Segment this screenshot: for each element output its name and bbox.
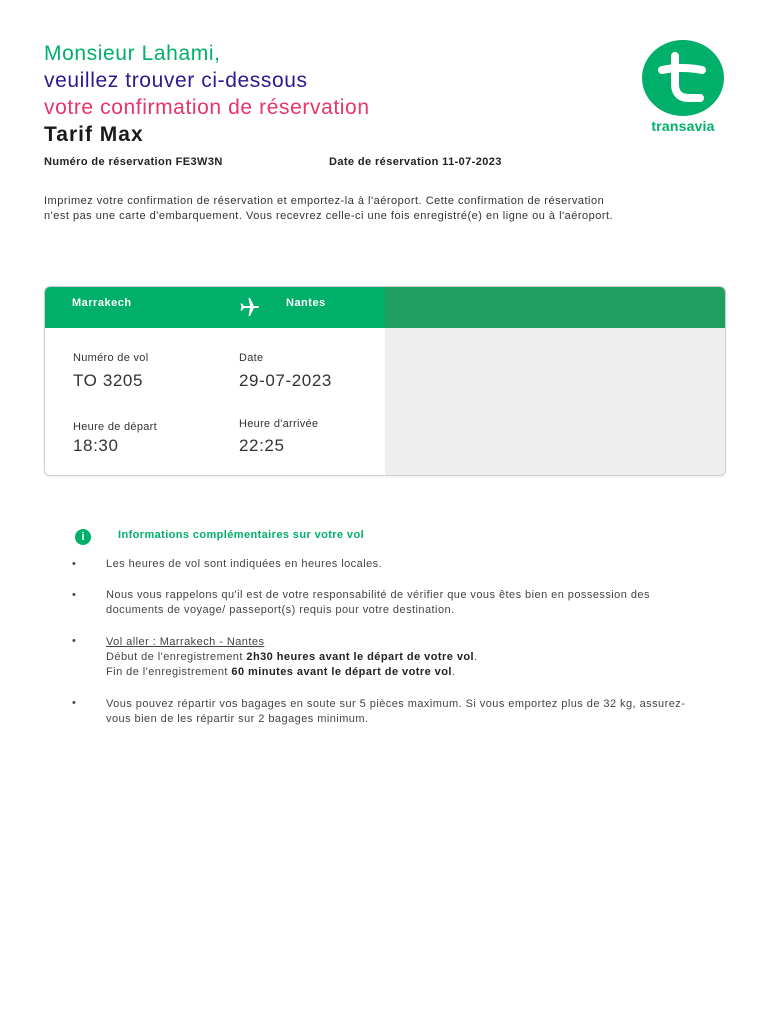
info-item-local-times: Les heures de vol sont indiquées en heures locales. xyxy=(106,558,383,570)
bullet: • xyxy=(72,697,76,709)
info-item-checkin xyxy=(106,635,706,680)
greeting-confirmation: votre confirmation de réservation xyxy=(44,96,370,119)
info-item-baggage: Vous pouvez répartir vos bagages en soute sur 5 pièces maximum. Si vous emportez plus de 32 kg, assurez-vous bien de les répartir sur 2 bagages minimum. xyxy=(106,698,686,725)
bullet: • xyxy=(72,589,76,601)
airplane-icon xyxy=(237,295,261,319)
flight-card-side-panel xyxy=(385,328,725,475)
checkin-end: Fin de l'enregistrement 60 minutes avant le départ de votre vol. xyxy=(106,666,456,678)
flight-number-label: Numéro de vol xyxy=(73,352,149,364)
flight-card-header xyxy=(45,287,385,328)
transavia-t-icon xyxy=(642,40,724,116)
checkin-start: Début de l'enregistrement 2h30 heures avant le départ de votre vol. xyxy=(106,651,478,663)
flight-card xyxy=(44,286,726,476)
intro-text: Imprimez votre confirmation de réservation et emportez-la à l'aéroport. Cette confirmation de réservation n'est pas une carte d'embarquement. Vous recevrez celle-ci une fois enregistré(e) en ligne ou à l'aéroport. xyxy=(44,195,614,222)
departure-label: Heure de départ xyxy=(73,421,157,433)
reservation-number: Numéro de réservation FE3W3N xyxy=(44,156,223,168)
date-label: Date xyxy=(239,352,264,364)
arrival-time: 22:25 xyxy=(239,436,285,455)
bullet: • xyxy=(72,558,76,570)
departure-time: 18:30 xyxy=(73,436,119,455)
greeting xyxy=(44,40,370,148)
flight-date: 29-07-2023 xyxy=(239,371,332,390)
transavia-logo xyxy=(640,40,726,134)
info-item-documents: Nous vous rappelons qu'il est de votre responsabilité de vérifier que vous êtes bien en possession des documents de voyage/ passeport(s) requis pour votre destination. xyxy=(106,589,650,616)
reservation-date: Date de réservation 11-07-2023 xyxy=(329,156,502,168)
flight-number: TO 3205 xyxy=(73,371,144,390)
flight-card-header-right xyxy=(385,287,725,328)
origin-city: Marrakech xyxy=(72,297,132,309)
destination-city: Nantes xyxy=(286,297,326,309)
tarif-title: Tarif Max xyxy=(44,123,144,146)
greeting-name: Monsieur Lahami, xyxy=(44,42,221,65)
arrival-label: Heure d'arrivée xyxy=(239,418,319,430)
greeting-line: veuillez trouver ci-dessous xyxy=(44,69,308,92)
info-title: Informations complémentaires sur votre vol xyxy=(118,529,365,541)
outbound-flight-link[interactable]: Vol aller : Marrakech - Nantes xyxy=(106,636,265,648)
bullet: • xyxy=(72,635,76,647)
logo-text: transavia xyxy=(651,118,715,134)
info-icon: i xyxy=(75,529,91,545)
